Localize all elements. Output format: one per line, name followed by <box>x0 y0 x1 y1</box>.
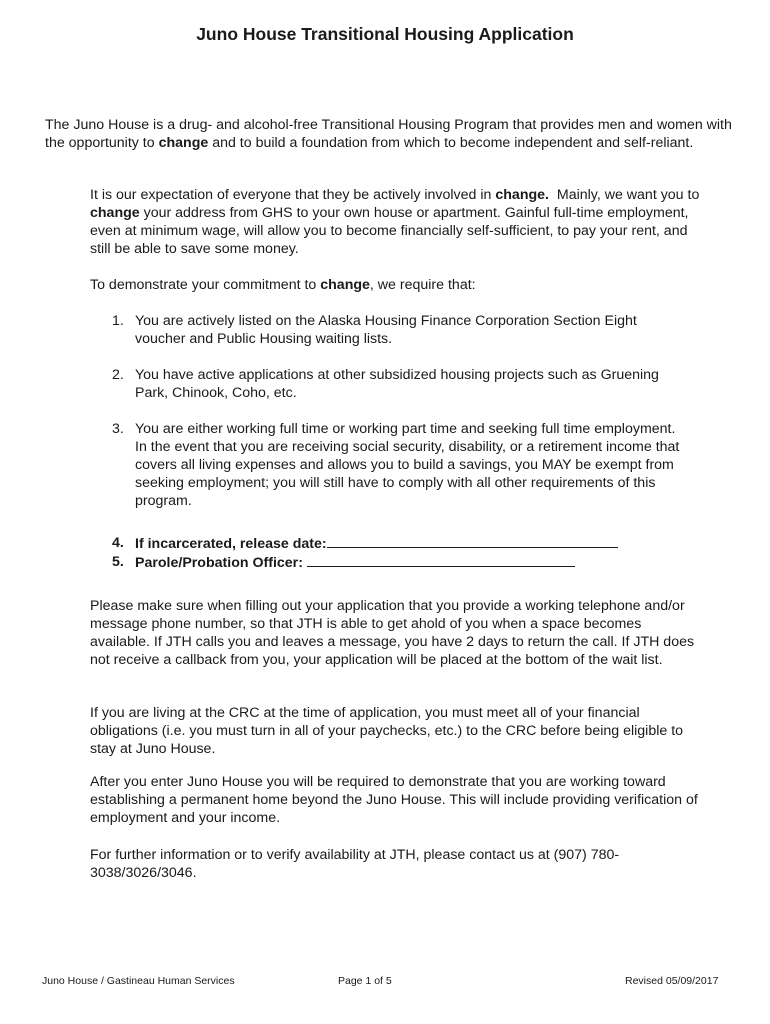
after-note-paragraph: After you enter Juno House you will be required to demonstrate that you are working toward establishing a permanent home beyond the Juno House. This will include providing verification of employment and your income. <box>90 774 698 826</box>
parole-officer-label: Parole/Probation Officer: <box>135 555 307 571</box>
requirements-list <box>90 312 690 572</box>
expectation-text-post: your address from GHS to your own house or apartment. Gainful full-time employment, even at minimum wage, will allow you to become financially self-sufficient, to pay your rent, and still be able to save some money. <box>90 205 689 257</box>
release-date-blank[interactable] <box>327 534 618 548</box>
list-item <box>90 312 690 348</box>
list-item <box>90 420 690 510</box>
list-number: 2. <box>112 367 124 383</box>
list-text: You are either working full time or working part time and seeking full time employment. In the event that you are receiving social security, disability, or a retirement income that covers all living expenses and allows you to build a savings, you MAY be exempt from seeking employment; you will still have to comply with all other requirements of this program. <box>135 421 680 509</box>
parole-officer-blank[interactable] <box>307 553 575 567</box>
expectation-text-mid: Mainly, we want you to <box>549 187 704 203</box>
expectation-bold-2: change <box>90 205 140 221</box>
crc-note-paragraph: If you are living at the CRC at the time of application, you must meet all of your financial obligations (i.e. you must turn in all of your paychecks, etc.) to the CRC before being eligible to stay at Juno House. <box>90 705 684 757</box>
demonstrate-text-post: , we require that: <box>369 277 476 293</box>
expectation-bold-1: change. <box>495 187 549 203</box>
intro-text-pre: The Juno House is a drug- and alcohol-free Transitional Housing Program that provides men and women with the opportunity to <box>45 117 732 151</box>
list-number: 1. <box>112 313 124 329</box>
footer-revised-date: Revised 05/09/2017 <box>625 975 719 987</box>
phone-note-paragraph: Please make sure when filling out your application that you provide a working telephone and/or message phone number, so that JTH is able to get ahold of you when a space becomes available. If JTH calls you and leaves a message, you have 2 days to return the call. If JTH does not receive a callback from you, your application will be placed at the bottom of the wait list. <box>90 598 695 668</box>
intro-paragraph <box>45 116 735 152</box>
release-date-field[interactable] <box>90 534 690 553</box>
parole-officer-field[interactable] <box>90 553 690 572</box>
expectation-paragraph <box>90 186 704 258</box>
demonstrate-text-pre: To demonstrate your commitment to <box>90 277 321 293</box>
demonstrate-bold: change <box>320 277 370 293</box>
list-text: You have active applications at other subsidized housing projects such as Gruening Park, Chinook, Coho, etc. <box>135 367 659 401</box>
list-number: 3. <box>112 421 124 437</box>
contact-note-paragraph: For further information or to verify availability at JTH, please contact us at (907) 780-3038/3026/3046. <box>90 847 620 881</box>
footer-page-number: Page 1 of 5 <box>338 975 392 987</box>
list-text: You are actively listed on the Alaska Housing Finance Corporation Section Eight voucher and Public Housing waiting lists. <box>135 313 637 347</box>
release-date-label: If incarcerated, release date: <box>135 536 327 552</box>
list-number: 4. <box>112 535 124 551</box>
page-title: Juno House Transitional Housing Application <box>196 24 574 44</box>
expectation-text-pre: It is our expectation of everyone that they be actively involved in <box>90 187 496 203</box>
intro-text-post: and to build a foundation from which to become independent and self-reliant. <box>208 135 694 151</box>
intro-bold-change: change <box>158 135 209 151</box>
footer-organization: Juno House / Gastineau Human Services <box>42 975 235 987</box>
list-number: 5. <box>112 554 124 570</box>
demonstrate-paragraph <box>90 276 700 294</box>
list-item <box>90 366 690 402</box>
